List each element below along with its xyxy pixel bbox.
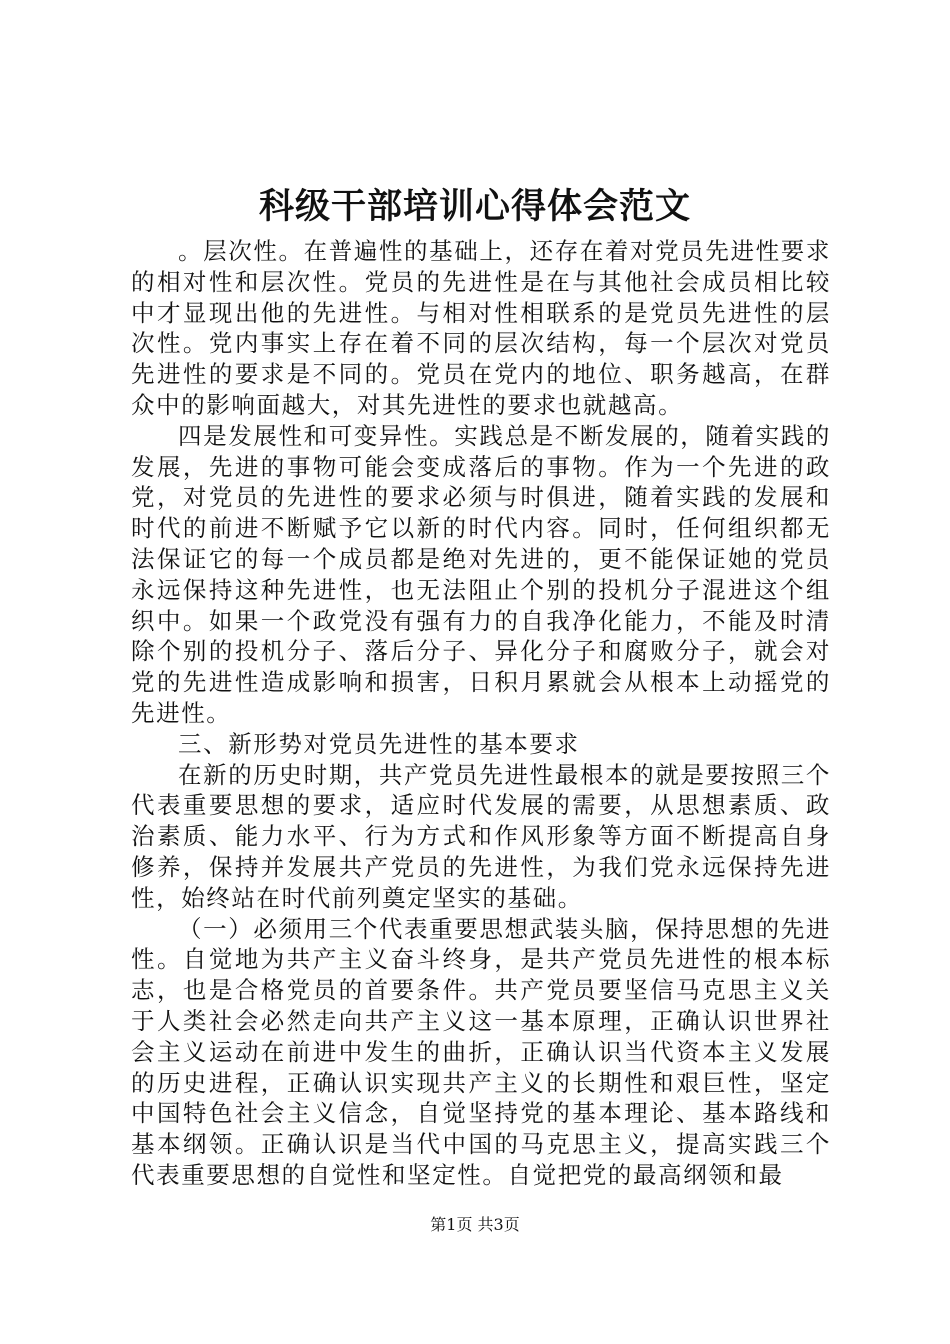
document-title: 科级干部培训心得体会范文 — [258, 186, 691, 227]
document-body — [131, 236, 831, 1191]
section-heading: 三、新形势对党员先进性的基本要求 — [178, 729, 580, 758]
page-footer: 第1页 共3页 — [430, 1215, 520, 1234]
body-paragraph: 在新的历史时期，共产党员先进性最根本的就是要按照三个代表重要思想的要求，适应时代发展的需要，从思想素质、政治素质、能力水平、行为方式和作风形象等方面不断提高自身修养，保持并发展共产党员的先进性，为我们党永远保持先进性，始终站在时代前列奠定坚实的基础。 — [131, 760, 831, 912]
body-paragraph: 四是发展性和可变异性。实践总是不断发展的，随着实践的发展，先进的事物可能会变成落后的事物。作为一个先进的政党，对党员的先进性的要求必须与时俱进，随着实践的发展和时代的前进不断赋予它以新的时代内容。同时，任何组织都无法保证它的每一个成员都是绝对先进的，更不能保证她的党员永远保持这种先进性，也无法阻止个别的投机分子混进这个组织中。如果一个政党没有强有力的自我净化能力，不能及时清除个别的投机分子、落后分子、异化分子和腐败分子，就会对党的先进性造成影响和损害，日积月累就会从根本上动摇党的先进性。 — [131, 421, 831, 727]
body-paragraph: （一）必须用三个代表重要思想武装头脑，保持思想的先进性。自觉地为共产主义奋斗终身，是共产党员先进性的根本标志，也是合格党员的首要条件。共产党员要坚信马克思主义关于人类社会必然走向共产主义这一基本原理，正确认识世界社会主义运动在前进中发生的曲折，正确认识当代资本主义发展的历史进程，正确认识实现共产主义的长期性和艰巨性，坚定中国特色社会主义信念，自觉坚持党的基本理论、基本路线和基本纲领。正确认识是当代中国的马克思主义，提高实践三个代表重要思想的自觉性和坚定性。自觉把党的最高纲领和最 — [131, 914, 831, 1189]
body-paragraph: 。层次性。在普遍性的基础上，还存在着对党员先进性要求的相对性和层次性。党员的先进性是在与其他社会成员相比较中才显现出他的先进性。与相对性相联系的是党员先进性的层次性。党内事实上存在着不同的层次结构，每一个层次对党员先进性的要求是不同的。党员在党内的地位、职务越高，在群众中的影响面越大，对其先进性的要求也就越高。 — [131, 237, 831, 419]
